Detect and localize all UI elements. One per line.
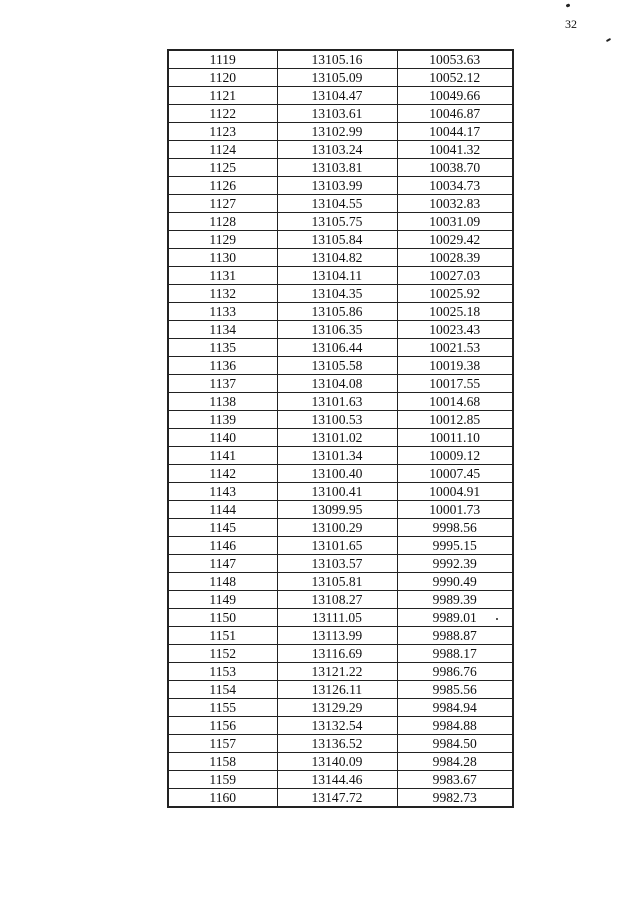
coordinate-y-cell: 10004.91 [397, 483, 513, 501]
table-row [168, 213, 513, 231]
point-number-cell: 1120 [168, 69, 277, 87]
coordinate-x-cell: 13101.02 [277, 429, 397, 447]
coordinate-x-cell: 13105.86 [277, 303, 397, 321]
coordinate-y-cell: 10028.39 [397, 249, 513, 267]
point-number-cell: 1154 [168, 681, 277, 699]
coordinate-x-cell: 13103.99 [277, 177, 397, 195]
coordinate-y-cell: 10031.09 [397, 213, 513, 231]
table-row [168, 501, 513, 519]
table-row [168, 141, 513, 159]
point-number-cell: 1149 [168, 591, 277, 609]
coordinate-y-cell: 9988.17 [397, 645, 513, 663]
coordinate-x-cell: 13104.08 [277, 375, 397, 393]
coordinate-x-cell: 13147.72 [277, 789, 397, 808]
coordinate-x-cell: 13113.99 [277, 627, 397, 645]
coordinate-y-cell: 9983.67 [397, 771, 513, 789]
coordinate-x-cell: 13105.81 [277, 573, 397, 591]
coordinate-x-cell: 13105.16 [277, 50, 397, 69]
coordinate-y-cell: 10044.17 [397, 123, 513, 141]
table-row [168, 771, 513, 789]
coordinate-y-cell: 10053.63 [397, 50, 513, 69]
coordinate-y-cell: 10019.38 [397, 357, 513, 375]
coordinate-x-cell: 13103.61 [277, 105, 397, 123]
point-number-cell: 1157 [168, 735, 277, 753]
coordinate-x-cell: 13099.95 [277, 501, 397, 519]
table-row [168, 50, 513, 69]
coordinate-y-cell: 10012.85 [397, 411, 513, 429]
coordinate-x-cell: 13106.35 [277, 321, 397, 339]
point-number-cell: 1143 [168, 483, 277, 501]
coordinate-x-cell: 13103.81 [277, 159, 397, 177]
point-number-cell: 1129 [168, 231, 277, 249]
table-row [168, 195, 513, 213]
table-row [168, 357, 513, 375]
table-row [168, 285, 513, 303]
point-number-cell: 1119 [168, 50, 277, 69]
table-row [168, 555, 513, 573]
coordinate-x-cell: 13116.69 [277, 645, 397, 663]
table-row [168, 321, 513, 339]
coordinate-y-cell: 10029.42 [397, 231, 513, 249]
coordinate-x-cell: 13100.41 [277, 483, 397, 501]
point-number-cell: 1128 [168, 213, 277, 231]
table-row [168, 627, 513, 645]
point-number-cell: 1139 [168, 411, 277, 429]
coordinate-y-cell: 10025.18 [397, 303, 513, 321]
point-number-cell: 1127 [168, 195, 277, 213]
coordinate-x-cell: 13105.75 [277, 213, 397, 231]
point-number-cell: 1125 [168, 159, 277, 177]
point-number-cell: 1136 [168, 357, 277, 375]
point-number-cell: 1156 [168, 717, 277, 735]
coordinate-y-cell: 10034.73 [397, 177, 513, 195]
point-number-cell: 1144 [168, 501, 277, 519]
page-number: 32 [565, 17, 577, 31]
coordinate-x-cell: 13111.05 [277, 609, 397, 627]
point-number-cell: 1159 [168, 771, 277, 789]
coordinate-y-cell: 10052.12 [397, 69, 513, 87]
coordinate-x-cell: 13132.54 [277, 717, 397, 735]
point-number-cell: 1153 [168, 663, 277, 681]
coordinate-x-cell: 13140.09 [277, 753, 397, 771]
coordinate-y-cell: 10001.73 [397, 501, 513, 519]
coordinate-y-cell: 10021.53 [397, 339, 513, 357]
point-number-cell: 1140 [168, 429, 277, 447]
coordinate-y-cell: 10011.10 [397, 429, 513, 447]
coordinate-y-cell: 10032.83 [397, 195, 513, 213]
scan-speck [606, 38, 611, 42]
point-number-cell: 1152 [168, 645, 277, 663]
coordinate-x-cell: 13104.35 [277, 285, 397, 303]
table-row [168, 123, 513, 141]
table-row [168, 699, 513, 717]
table-row [168, 69, 513, 87]
coordinate-x-cell: 13104.82 [277, 249, 397, 267]
coordinate-y-cell: 9984.28 [397, 753, 513, 771]
coordinate-x-cell: 13104.55 [277, 195, 397, 213]
table-row [168, 429, 513, 447]
coordinate-x-cell: 13103.24 [277, 141, 397, 159]
coordinate-x-cell: 13121.22 [277, 663, 397, 681]
point-number-cell: 1150 [168, 609, 277, 627]
point-number-cell: 1137 [168, 375, 277, 393]
coordinate-x-cell: 13105.58 [277, 357, 397, 375]
table-row [168, 645, 513, 663]
table-row [168, 663, 513, 681]
coordinate-x-cell: 13100.53 [277, 411, 397, 429]
table-row [168, 105, 513, 123]
coordinate-x-cell: 13129.29 [277, 699, 397, 717]
coordinate-x-cell: 13104.47 [277, 87, 397, 105]
coordinate-x-cell: 13136.52 [277, 735, 397, 753]
coordinate-y-cell: 10027.03 [397, 267, 513, 285]
point-number-cell: 1132 [168, 285, 277, 303]
table-row [168, 339, 513, 357]
table-row [168, 375, 513, 393]
table-row [168, 465, 513, 483]
point-number-cell: 1133 [168, 303, 277, 321]
coordinate-y-cell: 9989.39 [397, 591, 513, 609]
table-row [168, 537, 513, 555]
coordinate-y-cell: 9984.50 [397, 735, 513, 753]
coordinate-x-cell: 13108.27 [277, 591, 397, 609]
coordinate-y-cell: 9992.39 [397, 555, 513, 573]
coordinate-x-cell: 13101.63 [277, 393, 397, 411]
coordinate-y-cell: 10023.43 [397, 321, 513, 339]
coordinate-y-cell: 10038.70 [397, 159, 513, 177]
scan-speck [566, 3, 571, 7]
point-number-cell: 1155 [168, 699, 277, 717]
point-number-cell: 1126 [168, 177, 277, 195]
table-row [168, 303, 513, 321]
coordinate-y-cell: 10009.12 [397, 447, 513, 465]
coordinate-x-cell: 13101.34 [277, 447, 397, 465]
point-number-cell: 1122 [168, 105, 277, 123]
coordinate-x-cell: 13102.99 [277, 123, 397, 141]
coordinate-y-cell: 9985.56 [397, 681, 513, 699]
point-number-cell: 1124 [168, 141, 277, 159]
point-number-cell: 1145 [168, 519, 277, 537]
point-number-cell: 1131 [168, 267, 277, 285]
table-row [168, 177, 513, 195]
table-row [168, 393, 513, 411]
coordinate-x-cell: 13126.11 [277, 681, 397, 699]
coordinate-y-cell: 9984.94 [397, 699, 513, 717]
coordinate-x-cell: 13100.29 [277, 519, 397, 537]
point-number-cell: 1121 [168, 87, 277, 105]
point-number-cell: 1151 [168, 627, 277, 645]
point-number-cell: 1141 [168, 447, 277, 465]
coordinate-y-cell: 9995.15 [397, 537, 513, 555]
table-row [168, 159, 513, 177]
coordinate-y-cell: 9986.76 [397, 663, 513, 681]
point-number-cell: 1160 [168, 789, 277, 808]
coordinate-x-cell: 13104.11 [277, 267, 397, 285]
coordinate-y-cell: 10017.55 [397, 375, 513, 393]
point-number-cell: 1146 [168, 537, 277, 555]
point-number-cell: 1134 [168, 321, 277, 339]
point-number-cell: 1138 [168, 393, 277, 411]
coordinate-x-cell: 13106.44 [277, 339, 397, 357]
table-row [168, 519, 513, 537]
table-row [168, 573, 513, 591]
coordinate-x-cell: 13100.40 [277, 465, 397, 483]
table-row [168, 591, 513, 609]
point-number-cell: 1142 [168, 465, 277, 483]
point-number-cell: 1158 [168, 753, 277, 771]
table-row [168, 87, 513, 105]
table-row [168, 717, 513, 735]
coordinates-table [167, 49, 514, 808]
point-number-cell: 1148 [168, 573, 277, 591]
table-row [168, 411, 513, 429]
point-number-cell: 1135 [168, 339, 277, 357]
coordinate-y-cell: 10007.45 [397, 465, 513, 483]
table-row [168, 267, 513, 285]
coordinates-table-body [168, 50, 513, 807]
coordinate-x-cell: 13101.65 [277, 537, 397, 555]
table-row [168, 447, 513, 465]
point-number-cell: 1130 [168, 249, 277, 267]
coordinate-y-cell: 10046.87 [397, 105, 513, 123]
coordinate-y-cell: 9982.73 [397, 789, 513, 808]
coordinate-x-cell: 13144.46 [277, 771, 397, 789]
coordinate-y-cell: 10049.66 [397, 87, 513, 105]
table-row [168, 735, 513, 753]
coordinate-x-cell: 13105.84 [277, 231, 397, 249]
table-row [168, 249, 513, 267]
table-row [168, 753, 513, 771]
table-row [168, 681, 513, 699]
coordinate-y-cell: 9989.01 [397, 609, 513, 627]
table-row [168, 483, 513, 501]
coordinate-y-cell: 9998.56 [397, 519, 513, 537]
point-number-cell: 1123 [168, 123, 277, 141]
coordinate-y-cell: 10041.32 [397, 141, 513, 159]
table-row [168, 609, 513, 627]
coordinate-y-cell: 9988.87 [397, 627, 513, 645]
coordinate-x-cell: 13103.57 [277, 555, 397, 573]
table-row [168, 789, 513, 808]
coordinate-x-cell: 13105.09 [277, 69, 397, 87]
coordinate-y-cell: 10025.92 [397, 285, 513, 303]
coordinate-y-cell: 10014.68 [397, 393, 513, 411]
coordinate-y-cell: 9984.88 [397, 717, 513, 735]
coordinate-y-cell: 9990.49 [397, 573, 513, 591]
point-number-cell: 1147 [168, 555, 277, 573]
table-row [168, 231, 513, 249]
